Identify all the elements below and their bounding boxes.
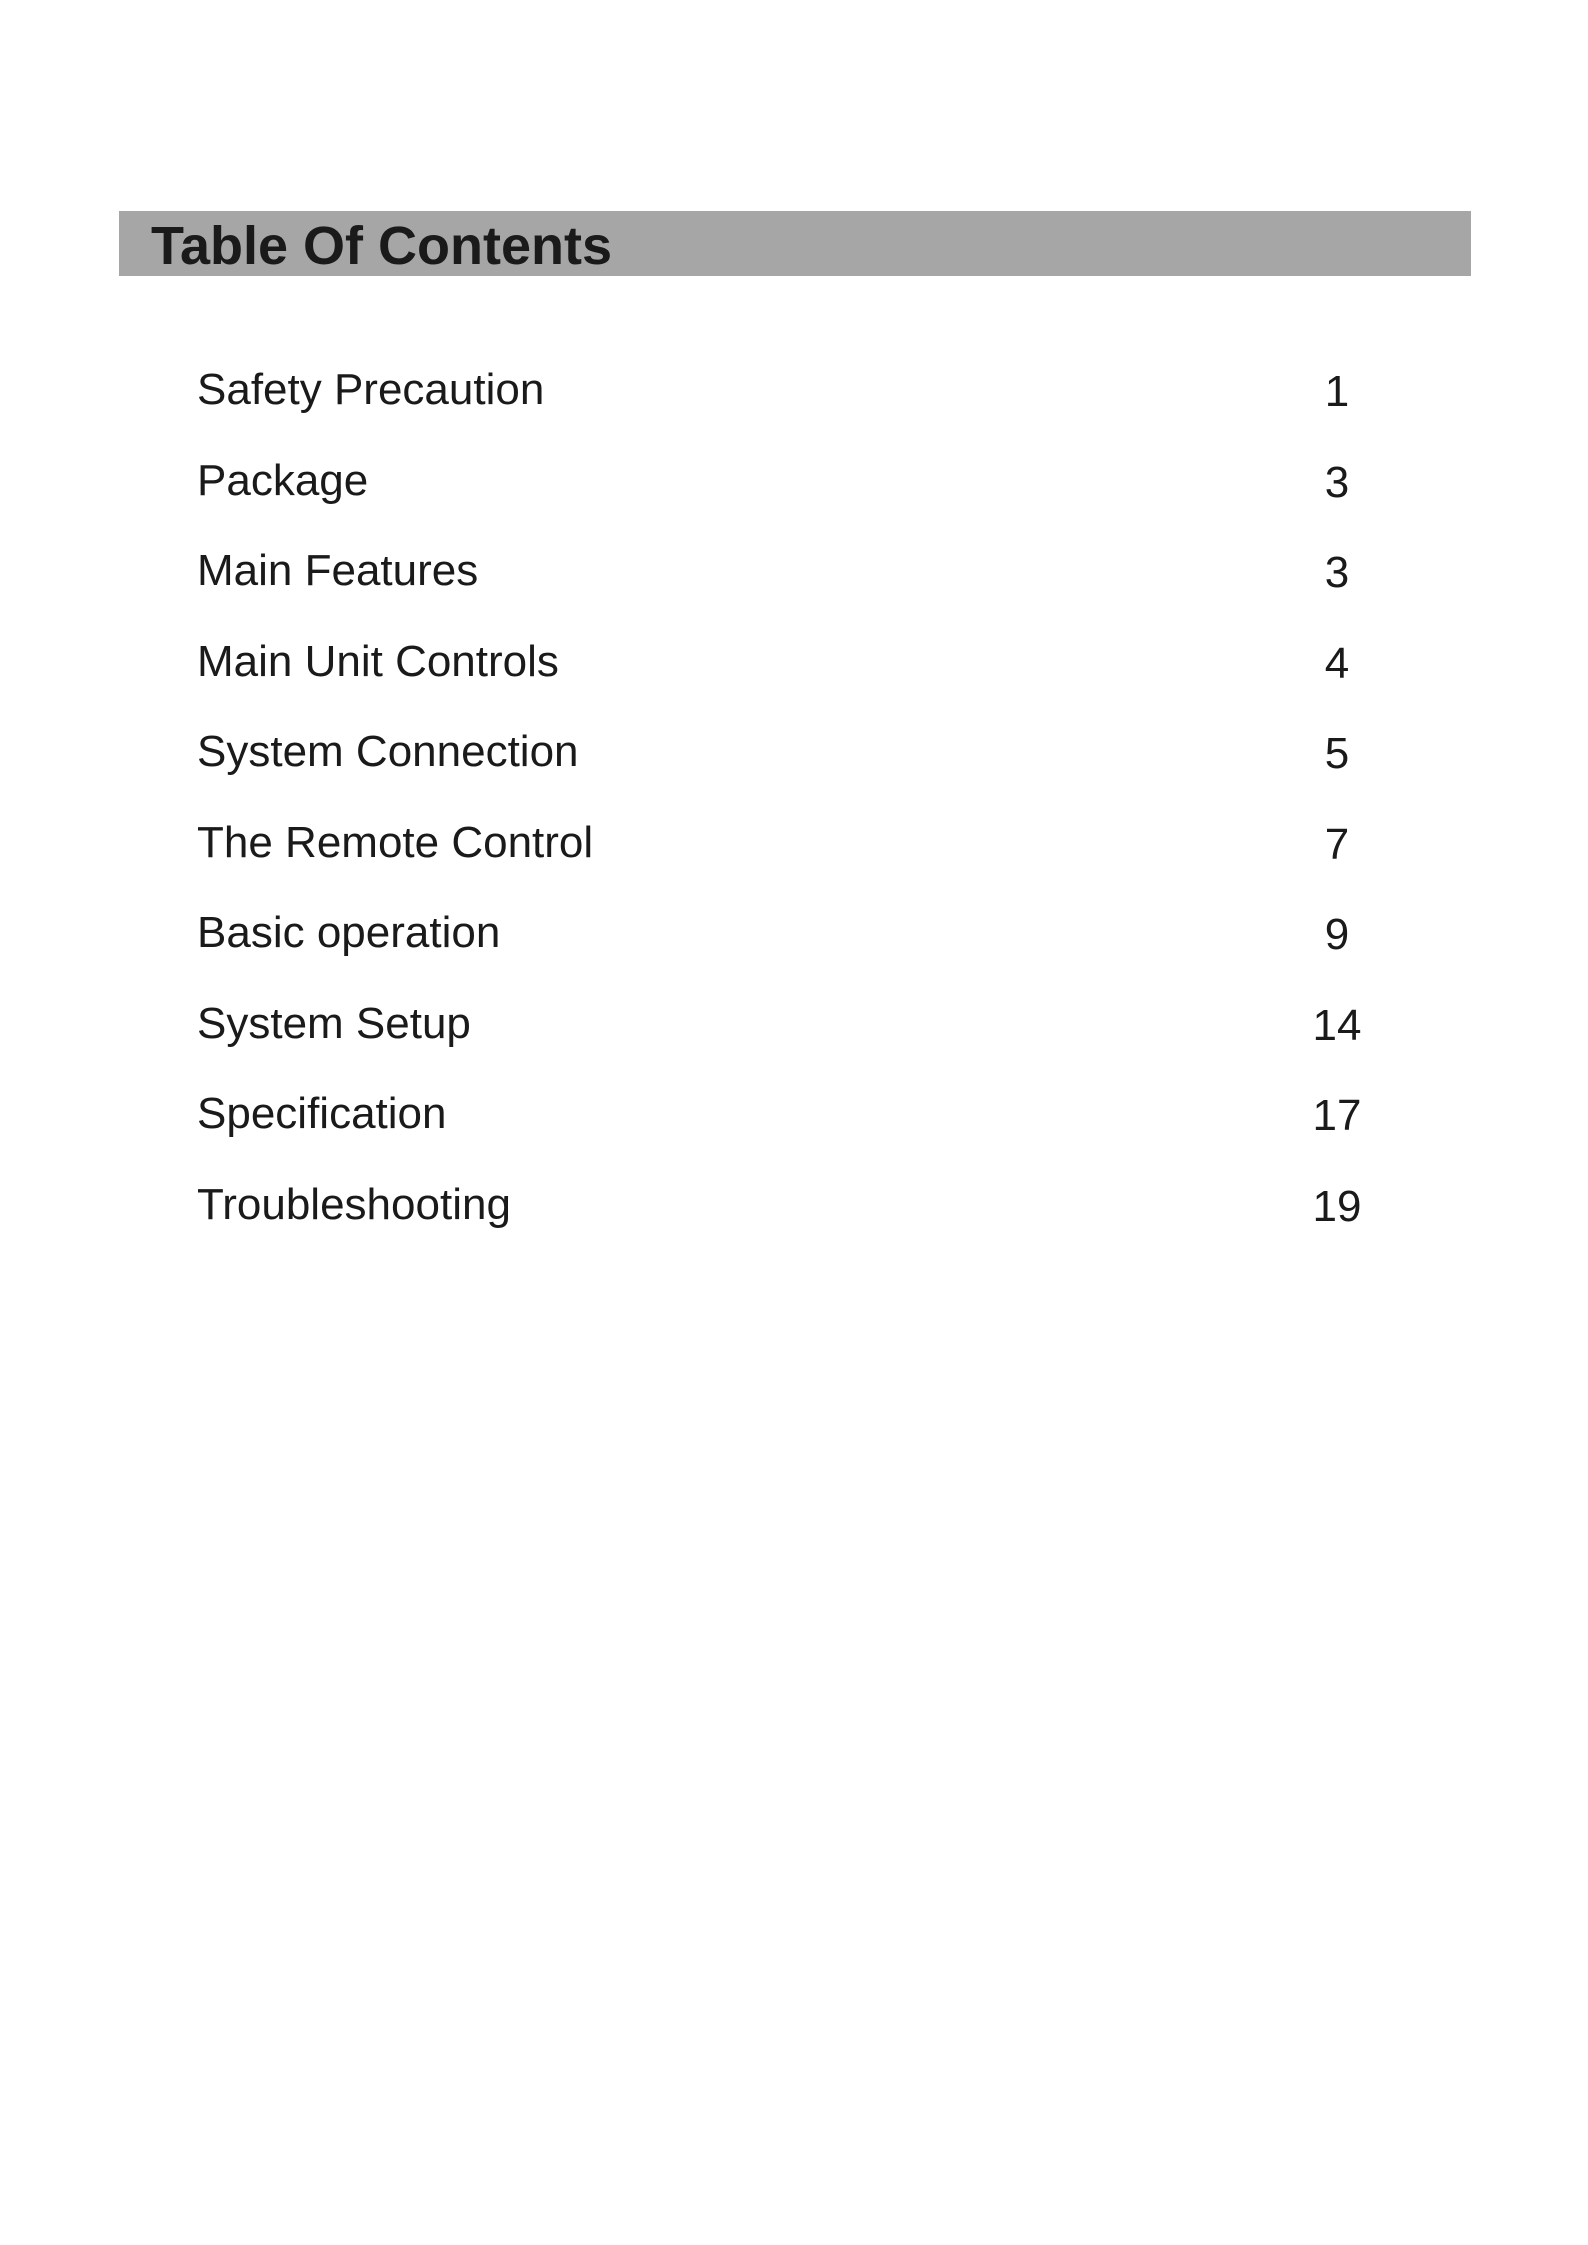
toc-entry-system-connection[interactable]	[197, 712, 1397, 803]
toc-entry-title: Safety Precaution	[197, 365, 545, 414]
toc-entry-title: The Remote Control	[197, 817, 594, 867]
toc-entry-remote-control[interactable]	[197, 803, 1397, 894]
toc-entry-title: Main Unit Controls	[197, 636, 559, 686]
toc-entry-page-number: 4	[1324, 638, 1350, 688]
toc-header-bar	[119, 211, 1471, 276]
toc-entry-page-number: 17	[1312, 1091, 1362, 1140]
toc-list	[197, 350, 1397, 1255]
toc-entry-title: Main Features	[197, 546, 479, 595]
toc-entry-safety-precaution[interactable]	[197, 350, 1397, 441]
toc-entry-title: System Connection	[197, 727, 579, 776]
toc-entry-title: Specification	[197, 1089, 447, 1138]
toc-entry-package[interactable]	[197, 441, 1397, 532]
toc-entry-specification[interactable]	[197, 1074, 1397, 1165]
toc-entry-page-number: 3	[1324, 548, 1350, 597]
toc-entry-title: Package	[197, 455, 369, 505]
toc-entry-basic-operation[interactable]	[197, 893, 1397, 984]
toc-entry-title: Basic operation	[197, 908, 501, 957]
toc-entry-title: Troubleshooting	[197, 1179, 511, 1229]
toc-entry-page-number: 1	[1324, 367, 1350, 416]
toc-entry-system-setup[interactable]	[197, 984, 1397, 1075]
toc-entry-page-number: 14	[1312, 1000, 1362, 1050]
toc-entry-title: System Setup	[197, 998, 471, 1048]
toc-entry-page-number: 9	[1324, 910, 1350, 959]
toc-entry-page-number: 3	[1324, 457, 1350, 507]
toc-entry-page-number: 19	[1312, 1181, 1362, 1231]
toc-entry-main-unit-controls[interactable]	[197, 622, 1397, 713]
toc-entry-page-number: 5	[1324, 729, 1350, 778]
toc-entry-main-features[interactable]	[197, 531, 1397, 622]
toc-entry-troubleshooting[interactable]	[197, 1165, 1397, 1256]
page-title: Table Of Contents	[151, 216, 613, 276]
toc-entry-page-number: 7	[1324, 819, 1350, 869]
